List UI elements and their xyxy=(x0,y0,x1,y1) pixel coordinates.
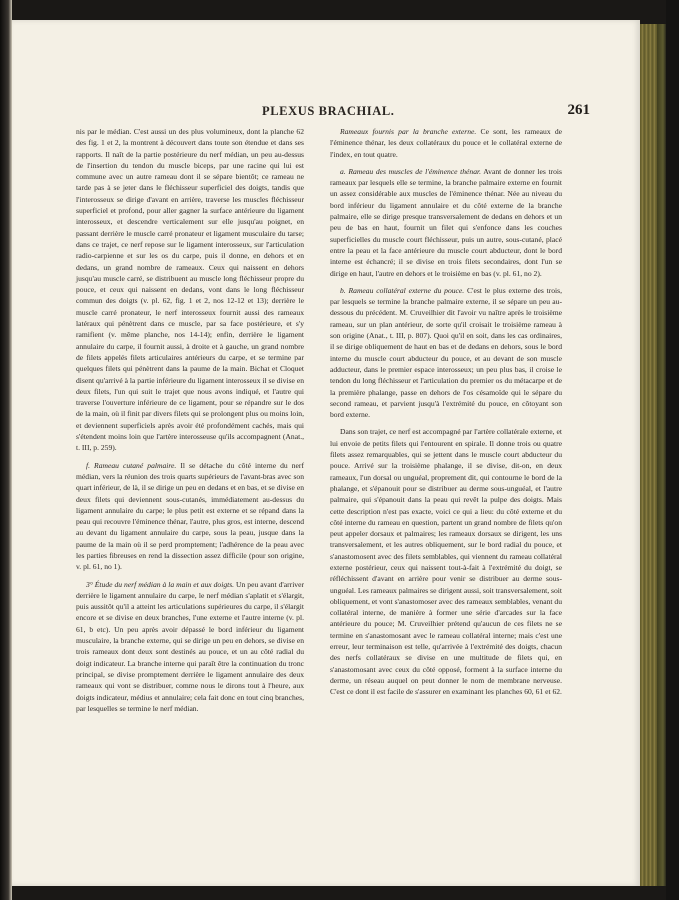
page-header xyxy=(64,104,590,124)
book-binding-shadow xyxy=(0,0,12,900)
page-number: 261 xyxy=(567,102,590,118)
paragraph: a. Rameau des muscles de l'éminence thénar. Avant de donner les trois rameaux par lesquels elle se termine, la branche palmaire externe en fournit un assez considérable aux muscles de l'éminence thénar. Née au niveau du bord inférieur du ligament annulaire et du côté externe de la branche palmaire, elle se dirige presque transversalement de dedans en dehors et un peu de bas en haut, fournit un filet qui s'enfonce dans les couches superficielles du muscle court fléchisseur, puis un autre, sous-cutané, placé entre la peau et la face antérieure du muscle court abducteur, dont le bord interne est échancré; il se divise en trois filets secondaires, dont l'un se dirige en haut, l'autre en dehors et le troisième en bas (v. pl. 61, no 2). xyxy=(330,166,562,278)
paragraph-heading: f. Rameau cutané palmaire. xyxy=(86,460,177,470)
paragraph-heading: b. Rameau collatéral externe du pouce. xyxy=(340,285,465,295)
paragraph-heading: 3° Étude du nerf médian à la main et aux doigts. xyxy=(86,579,235,589)
paragraph-heading: a. Rameau des muscles de l'éminence thénar. xyxy=(340,166,482,176)
paragraph: f. Rameau cutané palmaire. Il se détache du côté interne du nerf médian, vers la réunion des trois quarts supérieurs de l'avant-bras avec son quart inférieur, de là, il se dirige un peu en dedans et en bas, et se divise en deux filets qui deviennent sous-cutanés, immédiatement au-dessus du ligament annulaire du carpe; le plus petit est externe et se répand dans la peau qui recouvre l'éminence thénar, l'autre, plus gros, est interne, descend au devant du ligament annulaire du carpe, sous la peau, jusque dans la paume de la main où il se perd promptement; l'adhérence de la peau avec les parties fibreuses en rend la dissection assez difficile (pour son origine, v. pl. 61, no 1). xyxy=(76,460,304,572)
left-column xyxy=(76,126,304,720)
paragraph-heading: Rameaux fournis par la branche externe. xyxy=(340,127,477,136)
right-column xyxy=(330,126,562,704)
paragraph: 3° Étude du nerf médian à la main et aux doigts. Un peu avant d'arriver derrière le ligament annulaire du carpe, le nerf médian s'aplatit et s'élargit, puis aussitôt qu'il a atteint les articulations supérieures du carpe, il s'élargit encore et se divise en deux branches, l'une externe et l'autre interne (v. pl. 61, b etc). Un peu après avoir dépassé le bord inférieur du ligament musculaire, la branche externe, qui se dirige un peu en dehors, se divise en trois rameaux dont deux sont destinés au pouce, et un au côté radial du doigt indicateur. La branche interne qui paraît être la continuation du tronc principal, se divise promptement derrière le ligament annulaire des deux rameaux qui vont se distribuer, comme nous le dirons tout à l'heure, aux doigts indicateur, médius et annulaire; cela fait donc en tout cinq branches, par lesquelles se termine le nerf médian. xyxy=(76,579,305,713)
paragraph: nis par le médian. C'est aussi un des plus volumineux, dont la planche 62 des fig. 1 et 2, la montrent à découvert dans toute son étendue et dans ses rapports. Il naît de la partie postérieure du nerf médian, un peu au-dessus de l'insertion du tendon du muscle biceps, par une racine qui lui est commune avec un autre rameau dont il se sépare bientôt; ce rameau ne tarde pas à se jeter dans le fléchisseur superficiel des doigts, tandis que l'interosseux se dirige d'avant en arrière, traverse les muscles fléchisseur superficiel et profond, pour aller gagner la surface antérieure du ligament interosseux, et descendre verticalement sur elle jusqu'au poignet, en passant derrière le muscle carré pronateur et ligament musculaire du tarse; dans ce trajet, ce nerf repose sur le ligament interosseux, sur l'articulation radio-carpienne et sur les os du carpe, puis il donne, en dehors et en dedans, un grand nombre de rameaux. Ceux qui naissent en dehors jusqu'au muscle carré, se distribuent au muscle long fléchisseur propre du pouce, et ceux qui naissent en dedans, vont dans le long fléchisseur commun des doigts (v. pl. 62, fig. 1 et 2, nos 12-12 et 13); derrière le muscle carré pronateur, le nerf interosseux fournit aussi des rameaux latéraux qui pénètrent dans ce muscle, par sa face postérieure, et s'y ramifient (v. même planche, nos 14-14); enfin, derrière le ligament annulaire du carpe, il fournit aussi, à droite et à gauche, un grand nombre de filets appelés filets articulaires antérieurs du carpe, et se termine par quelques filets qui pénètrent dans la paume de la main. Bichat et Cloquet disent qu'arrivé à la partie inférieure du ligament interosseux il se divise en deux filets, l'un qui suit le trajet que nous avons indiqué, et l'autre qui traverse l'ouverture inférieure de ce ligament, pour se répandre sur le dos de la main, où il finit par divers filets qui se prolongent plus ou moins loin, et deviennent superficiels après avoir été profondément cachés, mais qui s'étendent moins loin que l'artère interosseuse qu'ils accompagnent (Anat., t. III, p. 259). xyxy=(76,127,304,453)
running-title: PLEXUS BRACHIAL. xyxy=(262,104,395,118)
paragraph: Rameaux fournis par la branche externe. Ce sont, les rameaux de l'éminence thénar, les deux collatéraux du pouce et le collatéral externe de l'index, en tout quatre. xyxy=(330,127,562,159)
background-edge xyxy=(666,0,679,900)
paragraph: b. Rameau collatéral externe du pouce. C'est le plus externe des trois, par lesquels se termine la branche palmaire externe, il se sépare un peu au-dessous du précédent. M. Cruveilhier dit l'avoir vu naître après le troisième rameau, sur un plan antérieur, de sorte qu'il croisait le troisième rameau à son origine (Anat., t. III, p. 807). Quoi qu'il en soit, dans les cas ordinaires, il se dirige obliquement de haut en bas et de dedans en dehors, sous le bord interne du muscle court abducteur du pouce, et au devant de son muscle adducteur, dans le premier espace interosseux; un peu plus bas, il croise le tendon du long fléchisseur et l'articulation du premier os du métacarpe et de la première phalange, passe en dehors de l'os césamoïde qui le sépare du second rameau, et parvient jusqu'à l'extrémité du pouce, en côtoyant son bord externe. xyxy=(330,285,562,420)
paragraph: Dans son trajet, ce nerf est accompagné par l'artère collatérale externe, et lui envoie de petits filets qui l'entourent en spirale. Il donne trois ou quatre filets assez remarquables, qui se jettent dans le muscle court abducteur du pouce. Arrivé sur la troisième phalange, il se divise, dit-on, en deux rameaux, l'un dorsal ou unguéal, proprement dit, qui contourne le bord de la phalange, et s'épanouit pour se distribuer au derme sous-unguéal, et l'autre palmaire, qui s'épanouit dans la peau qui revêt la pulpe des doigts. Mais cette description n'est pas exacte, voici ce qui a lieu: du côté externe et du côté interne du rameau en question, partent un grand nombre de filets qu'on peut appeler dorsaux et palmaires; les rameaux dorsaux se dirigent, les uns transversalement, et les autres obliquement, sur le bord radial du pouce, et s'anastomosent avec des filets semblables, qui viennent du rameau collatéral externe postérieur, ceux qui naissent tout-à-fait à l'extrémité du doigt, se réfléchissent d'avant en arrière pour venir se distribuer au derme sous-unguéal. Les rameaux palmaires se dirigent aussi, soit transversalement, soit obliquement, et vont s'anastomoser avec des rameaux semblables, venant du collatéral interne, de manière à former une série d'arcades sur la face antérieure du pouce; M. Cruveilhier prétend qu'aucun de ces filets ne se termine en s'anastomosant avec le rameau collatéral interne; mais c'est une erreur, leur terminaison est telle, qu'arrivée à l'extrémité des doigts, chacun des nerfs collatéraux se divise en une multitude de filets qui, en s'anastomosant avec ceux du côté opposé, forment à la surface interne du derme, un réseau auquel on peut donner le nom de membrane nerveuse. C'est ce dont il est facile de s'assurer en examinant les planches 60, 61 et 62. xyxy=(330,427,562,697)
